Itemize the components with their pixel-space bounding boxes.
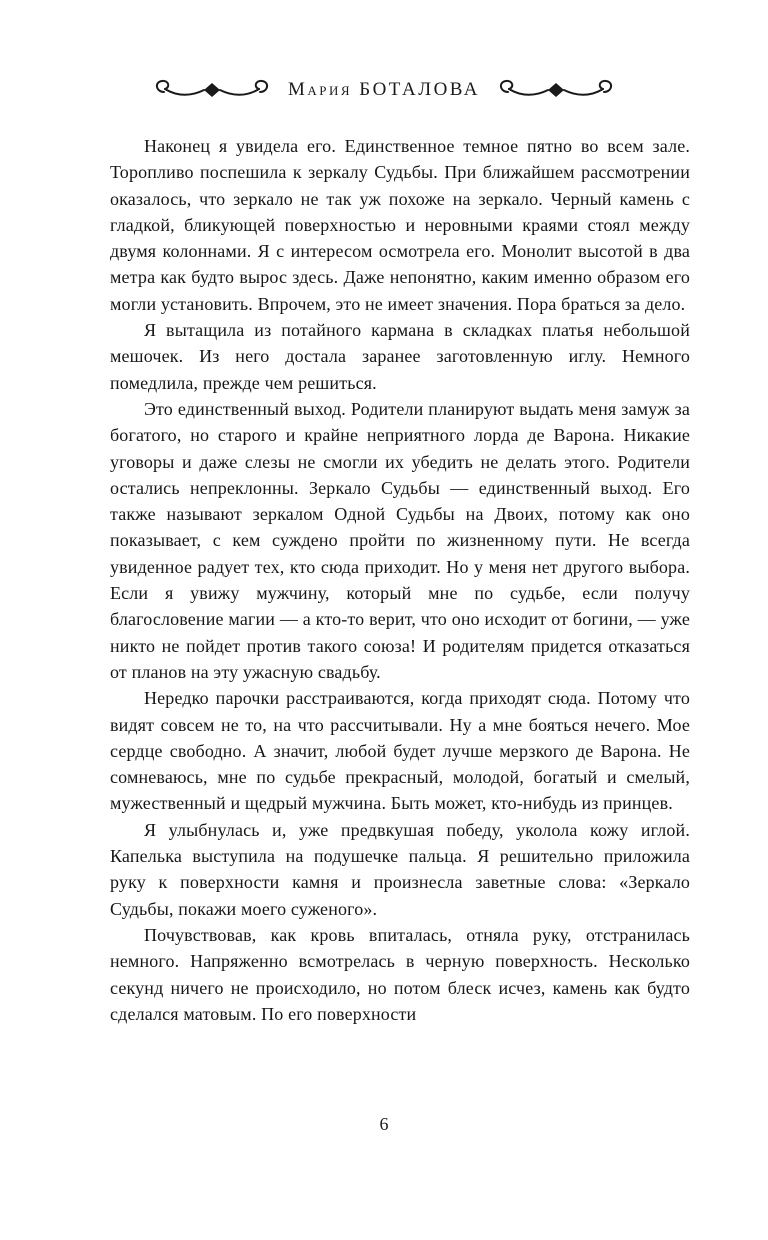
- flourish-left-icon: [152, 78, 272, 102]
- author-name: Мария БОТАЛОВА: [287, 79, 480, 100]
- body-text: [110, 133, 690, 1027]
- paragraph-6: Почувствовав, как кровь впиталась, отняла руку, отстранилась немного. Напряженно всмотрелась в черную поверхность. Несколько секунд ничего не происходило, но потом блеск исчез, камень как будто сделался матовым. По его поверхности: [110, 924, 690, 1024]
- paragraph-2: Я вытащила из потайного кармана в складках платья небольшой мешочек. Из него достала заранее заготовленную иглу. Немного помедлила, прежде чем решиться.: [110, 320, 690, 393]
- running-head: [0, 78, 768, 102]
- paragraph-4: Нередко парочки расстраиваются, когда приходят сюда. Потому что видят совсем не то, на что рассчитывали. Ну а мне бояться нечего. Мое сердце свободно. А значит, любой будет лучше мерзкого де Варона. Не сомневаюсь, мне по судьбе прекрасный, молодой, богатый и смелый, мужественный и щедрый мужчина. Быть может, кто-нибудь из принцев.: [110, 688, 690, 814]
- page-number: 6: [379, 1114, 389, 1134]
- page-footer: [0, 1114, 768, 1135]
- paragraph-5: Я улыбнулась и, уже предвкушая победу, уколола кожу иглой. Капелька выступила на подушечке пальца. Я решительно приложила руку к поверхности камня и произнесла заветные слова: «Зеркало Судьбы, покажи моего суженого».: [110, 819, 690, 919]
- paragraph-1: Наконец я увидела его. Единственное темное пятно во всем зале. Торопливо поспешила к зеркалу Судьбы. При ближайшем рассмотрении оказалось, что зеркало не так уж похоже на зеркало. Черный камень с гладкой, бликующей поверхностью и неровными краями стоял между двумя колоннами. Я с интересом осмотрела его. Монолит высотой в два метра как будто вырос здесь. Даже непонятно, каким именно образом его могли установить. Впрочем, это не имеет значения. Пора браться за дело.: [110, 136, 690, 314]
- paragraph-3: Это единственный выход. Родители планируют выдать меня замуж за богатого, но старого и крайне неприятного лорда де Варона. Никакие уговоры и даже слезы не смогли их убедить не делать этого. Родители остались непреклонны. Зеркало Судьбы — единственный выход. Его также называют зеркалом Одной Судьбы на Двоих, потому как оно показывает, с кем суждено пройти по жизненному пути. Не всегда увиденное радует тех, кто сюда приходит. Но у меня нет другого выбора. Если я увижу мужчину, который мне по судьбе, если получу благословение магии — а кто-то верит, что оно исходит от богини, — уже никто не пойдет против такого союза! И родителям придется отказаться от планов на эту ужасную свадьбу.: [110, 398, 690, 682]
- flourish-right-icon: [496, 78, 616, 102]
